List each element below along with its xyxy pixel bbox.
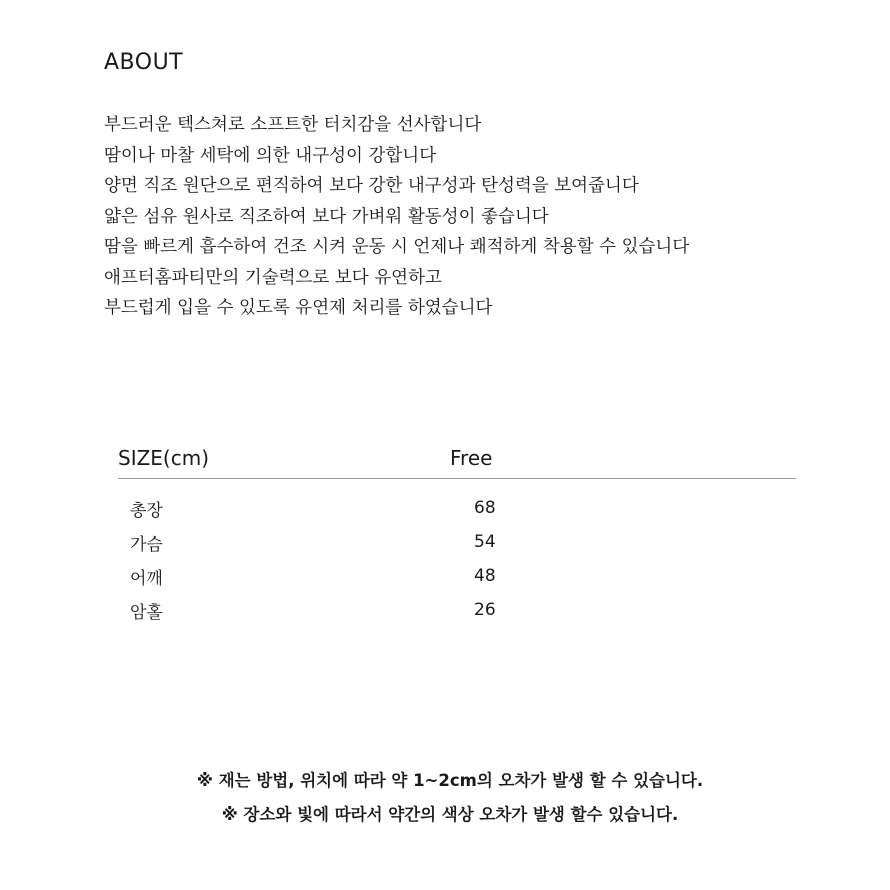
measure-label: 가슴	[130, 534, 163, 555]
about-line: 애프터홈파티만의 기술력으로 보다 유연하고	[104, 267, 442, 288]
measure-label: 암홀	[130, 602, 163, 623]
about-line: 부드럽게 입을 수 있도록 유연제 처리를 하였습니다	[104, 298, 493, 318]
about-description	[104, 110, 689, 324]
table-row	[118, 559, 796, 593]
measure-value: 68	[474, 498, 496, 518]
size-table-header	[118, 438, 796, 479]
measure-value: 26	[474, 600, 496, 620]
measure-value: 48	[474, 566, 496, 586]
measure-label: 총장	[130, 500, 163, 521]
measure-label: 어깨	[130, 568, 163, 589]
about-line: 땀이나 마찰 세탁에 의한 내구성이 강합니다	[104, 145, 437, 166]
table-row	[118, 525, 796, 559]
measure-value: 54	[474, 532, 496, 552]
note-measurement: ※ 재는 방법, 위치에 따라 약 1~2cm의 오차가 발생 할 수 있습니다.	[196, 771, 704, 790]
table-row	[118, 593, 796, 627]
note-color: ※ 장소와 빛에 따라서 약간의 색상 오차가 발생 할수 있습니다.	[221, 805, 679, 824]
about-title: ABOUT	[104, 50, 184, 75]
size-header-free: Free	[450, 446, 493, 470]
table-row	[118, 491, 796, 525]
about-line: 얇은 섬유 원사로 직조하여 보다 가벼워 활동성이 좋습니다	[104, 206, 549, 227]
size-header-label: SIZE(cm)	[118, 446, 210, 470]
about-line: 땀을 빠르게 흡수하여 건조 시켜 운동 시 언제나 쾌적하게 착용할 수 있습니다	[104, 237, 690, 257]
about-line: 부드러운 텍스쳐로 소프트한 터치감을 선사합니다	[104, 115, 482, 135]
size-table	[118, 438, 796, 627]
size-table-body	[118, 479, 796, 627]
notes	[0, 764, 890, 832]
about-line: 양면 직조 원단으로 편직하여 보다 강한 내구성과 탄성력을 보여줍니다	[104, 176, 639, 196]
